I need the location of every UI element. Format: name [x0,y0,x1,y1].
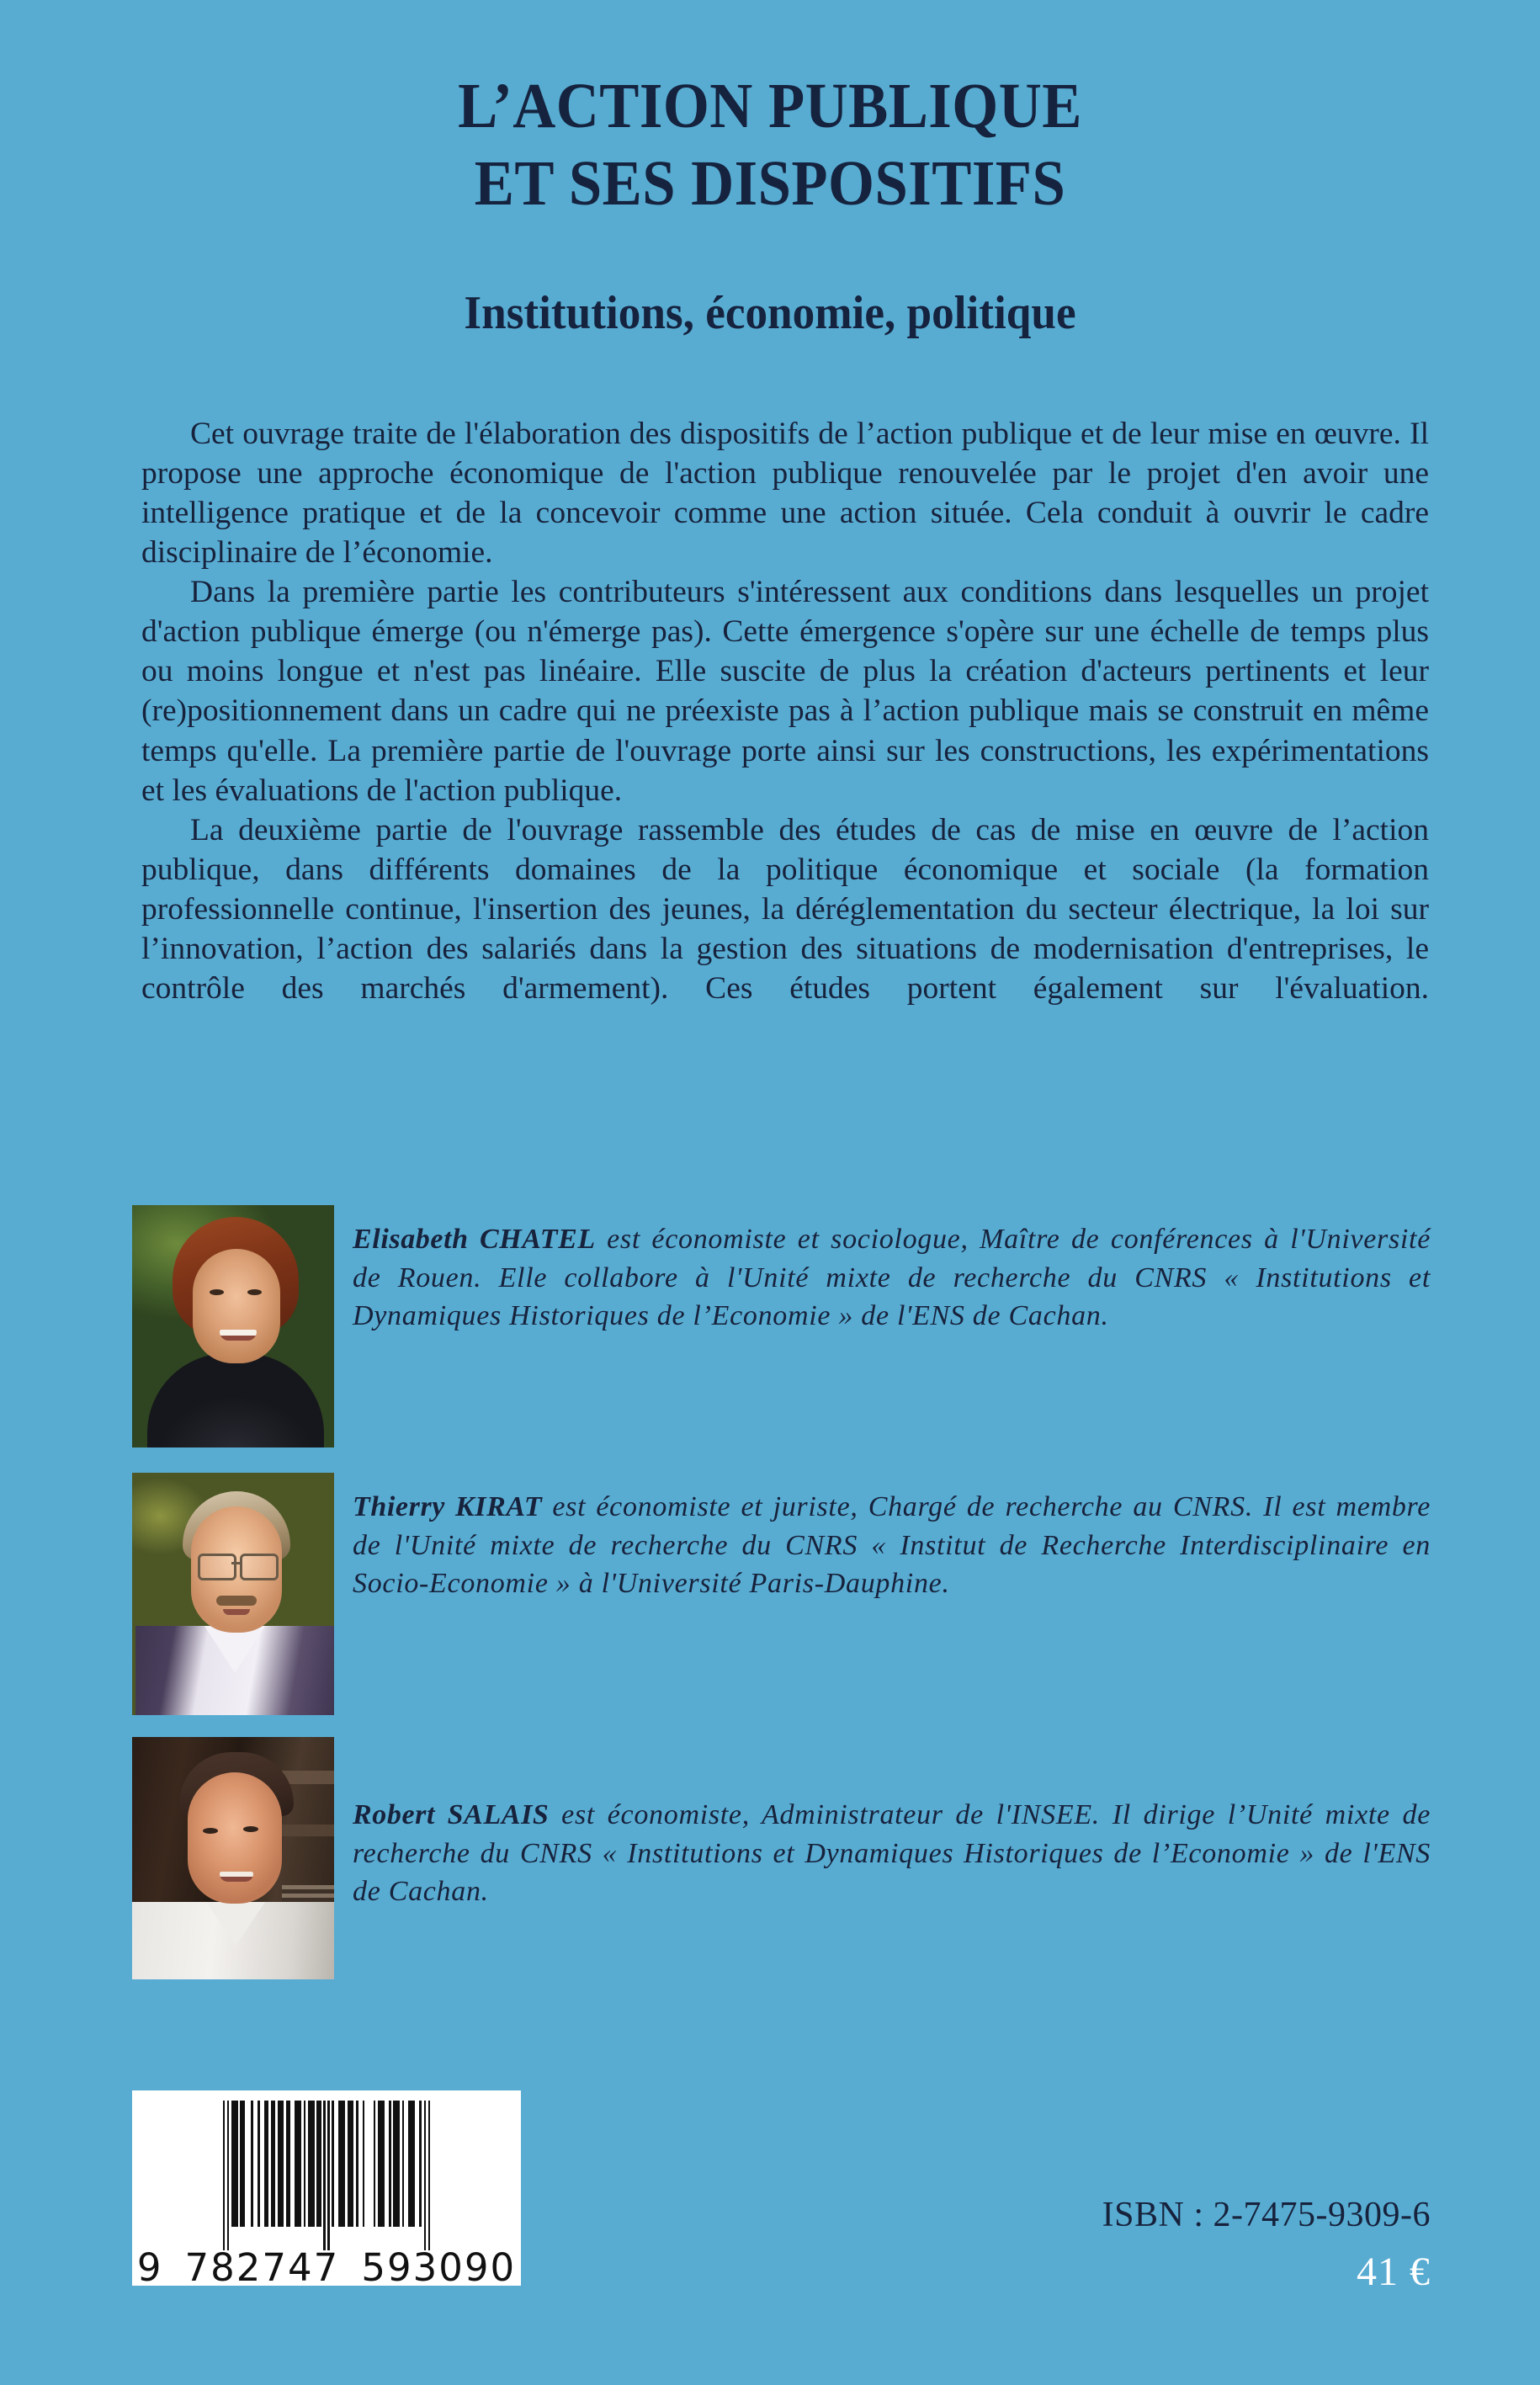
back-cover-blurb [141,414,1429,1048]
author-name-thierry-kirat: Thierry KIRAT [353,1491,543,1522]
barcode-right-group: 593090 [361,2245,517,2290]
author-photo-elisabeth-chatel [132,1205,334,1447]
barcode-bars [147,2101,506,2250]
author-bio-text-elisabeth-chatel [353,1205,1431,1336]
barcode-digits [136,2245,517,2290]
author-bio-row [0,1737,1540,1979]
author-photo-robert-salais [132,1737,334,1979]
book-title-line-2: ET SES DISPOSITIFS [474,148,1066,219]
barcode-bar [295,2101,301,2227]
barcode-bar [338,2101,345,2227]
blurb-paragraph-1: Cet ouvrage traite de l'élaboration des dispositifs de l’action publique et de leur mise en œuvre. Il propose une approche économique de l'action publique renouvelée par le projet d'en avoir une intelligence pratique et de la concevoir comme une action située. Cela conduit à ouvrir le cadre disciplinaire de l’économie. [141,417,1429,571]
author-bio-body-robert-salais: est économiste, Administrateur de l'INSEE. Il dirige l’Unité mixte de recherche du CNRS « Institutions et Dynamiques Historiques de l’Economie » de l'ENS de Cachan. [353,1799,1431,1908]
blurb-paragraph-2: Dans la première partie les contributeurs s'intéressent aux conditions dans lesquelles un projet d'action publique émerge (ou n'émerge pas). Cette émergence s'opère sur une échelle de temps plus ou moins longue et n'est pas linéaire. Elle suscite de plus la création d'acteurs pertinents et leur (re)positionnement dans un cadre qui ne préexiste pas à l’action publique mais se construit en même temps qu'elle. La première partie de l'ouvrage porte ainsi sur les constructions, les expérimentations et les évaluations de l'action publique. [141,575,1429,808]
barcode-bar [348,2101,354,2227]
barcode-bar [393,2101,400,2227]
barcode-bar [278,2101,284,2227]
blurb-paragraph-3: La deuxième partie de l'ouvrage rassemble des études de cas de mise en œuvre de l’action publique, dans différents domaines de la politique économique et sociale (la formation professionnelle continue, l'insertion des jeunes, la déréglementation du secteur électrique, la loi sur l’innovation, l’action des salariés dans la gestion des situations de modernisation d'entreprises, le contrôle des marchés d'armement). Ces études portent également sur l'évaluation. [141,812,1429,1006]
price-text: 41 € [1357,2250,1431,2294]
isbn-barcode [132,2090,521,2290]
barcode-bar [378,2101,385,2227]
barcode-lead-digit: 9 [136,2245,163,2290]
barcode-left-group: 782747 [184,2245,340,2290]
author-bios [0,1205,1540,1979]
author-name-elisabeth-chatel: Elisabeth CHATEL [353,1224,596,1255]
author-name-robert-salais: Robert SALAIS [353,1799,550,1830]
author-bio-row [0,1473,1540,1715]
book-subtitle: Institutions, économie, politique [464,287,1076,339]
author-bio-text-robert-salais [353,1737,1431,1911]
barcode-bar [428,2101,431,2250]
author-bio-body-elisabeth-chatel: est économiste et sociologue, Maître de conférences à l'Université de Rouen. Elle collabore à l'Unité mixte de recherche du CNRS « Institutions et Dynamiques Historiques de l’Economie » de l'ENS de Cachan. [353,1224,1431,1332]
barcode-bar [408,2101,415,2227]
barcode-bar [308,2101,315,2227]
book-title-line-1: L’ACTION PUBLIQUE [458,71,1082,141]
title-block [0,71,1540,219]
barcode-bar [245,2101,252,2227]
author-bio-text-thierry-kirat [353,1473,1431,1603]
barcode-bar [231,2101,238,2227]
isbn-text: ISBN : 2-7475-9309-6 [1102,2196,1431,2234]
author-photo-thierry-kirat [132,1473,334,1715]
author-bio-row [0,1205,1540,1447]
barcode-bar [364,2101,373,2227]
author-bio-body-thierry-kirat: est économiste et juriste, Chargé de recherche au CNRS. Il est membre de l'Unité mixte de recherche du CNRS « Institut de Recherche Interdisciplinaire en Socio-Economie » à l'Université Paris-Dauphine. [353,1491,1431,1600]
